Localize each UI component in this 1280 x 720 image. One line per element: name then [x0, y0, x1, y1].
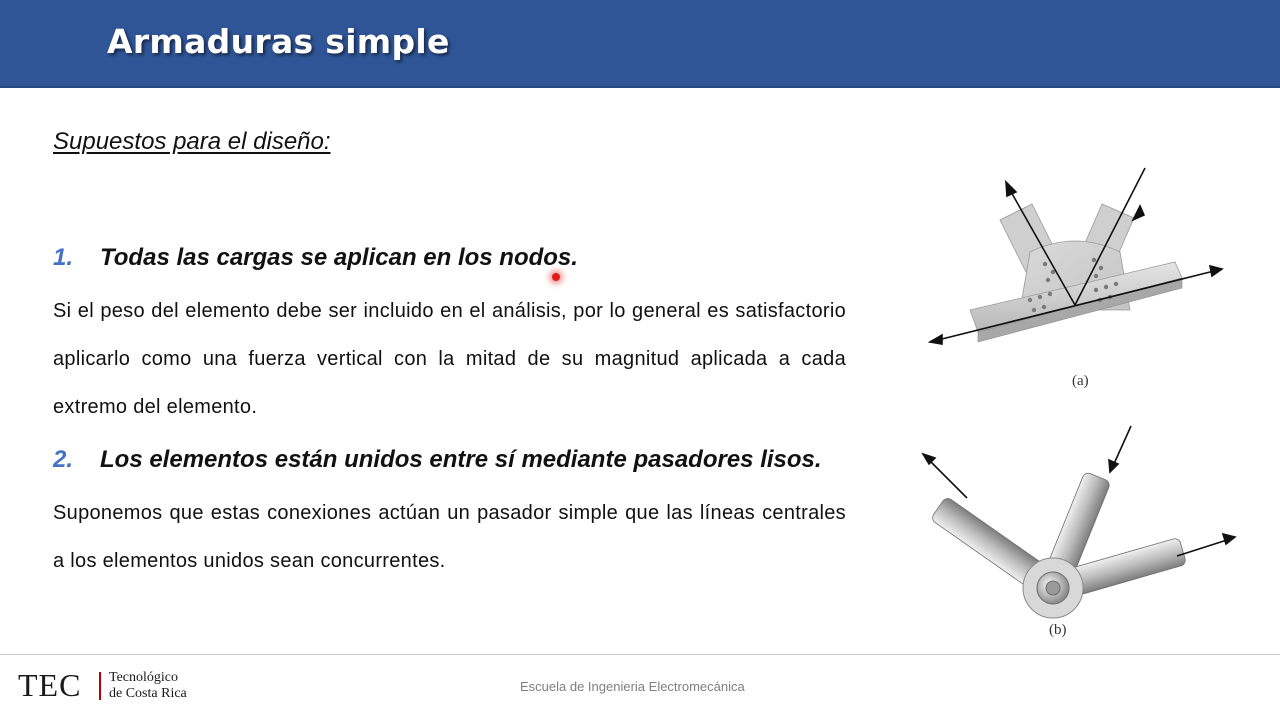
- footer-divider: [0, 654, 1280, 655]
- assumption-2-heading: [53, 446, 822, 474]
- assumption-2-text: Suponemos que estas conexiones actúan un pasador simple que las líneas centrales a los elementos unidos sean concurrentes.: [53, 502, 846, 572]
- assumption-1-heading: [53, 244, 578, 272]
- laser-pointer-dot: [552, 273, 560, 281]
- assumption-2-title: Los elementos están unidos entre sí mediante pasadores lisos.: [100, 446, 822, 473]
- footer-school-name: Escuela de Ingenieria Electromecánica: [520, 679, 745, 694]
- figure-a-caption: (a): [1072, 373, 1089, 389]
- pin-joint-figure: [915, 420, 1245, 620]
- gusset-plate-joint-figure: [920, 160, 1230, 360]
- assumption-1-number: 1.: [53, 244, 74, 271]
- section-subtitle: Supuestos para el diseño:: [53, 128, 331, 155]
- institution-line-2: de Costa Rica: [109, 686, 187, 701]
- assumption-1-title: Todas las cargas se aplican en los nodos.: [100, 244, 578, 271]
- tec-logo: TEC: [18, 667, 82, 703]
- slide-title: Armaduras simple: [107, 22, 450, 61]
- figure-b-caption: (b): [1049, 622, 1067, 638]
- assumption-2-number: 2.: [53, 446, 74, 473]
- logo-divider: [99, 672, 101, 700]
- institution-name: [109, 670, 187, 702]
- institution-line-1: Tecnológico: [109, 670, 178, 685]
- assumption-1-text: Si el peso del elemento debe ser incluido en el análisis, por lo general es satisfactorio aplicarlo como una fuerza vertical con la mitad de su magnitud aplicada a cada extremo del elemento.: [53, 300, 846, 418]
- slide-header: [0, 0, 1280, 88]
